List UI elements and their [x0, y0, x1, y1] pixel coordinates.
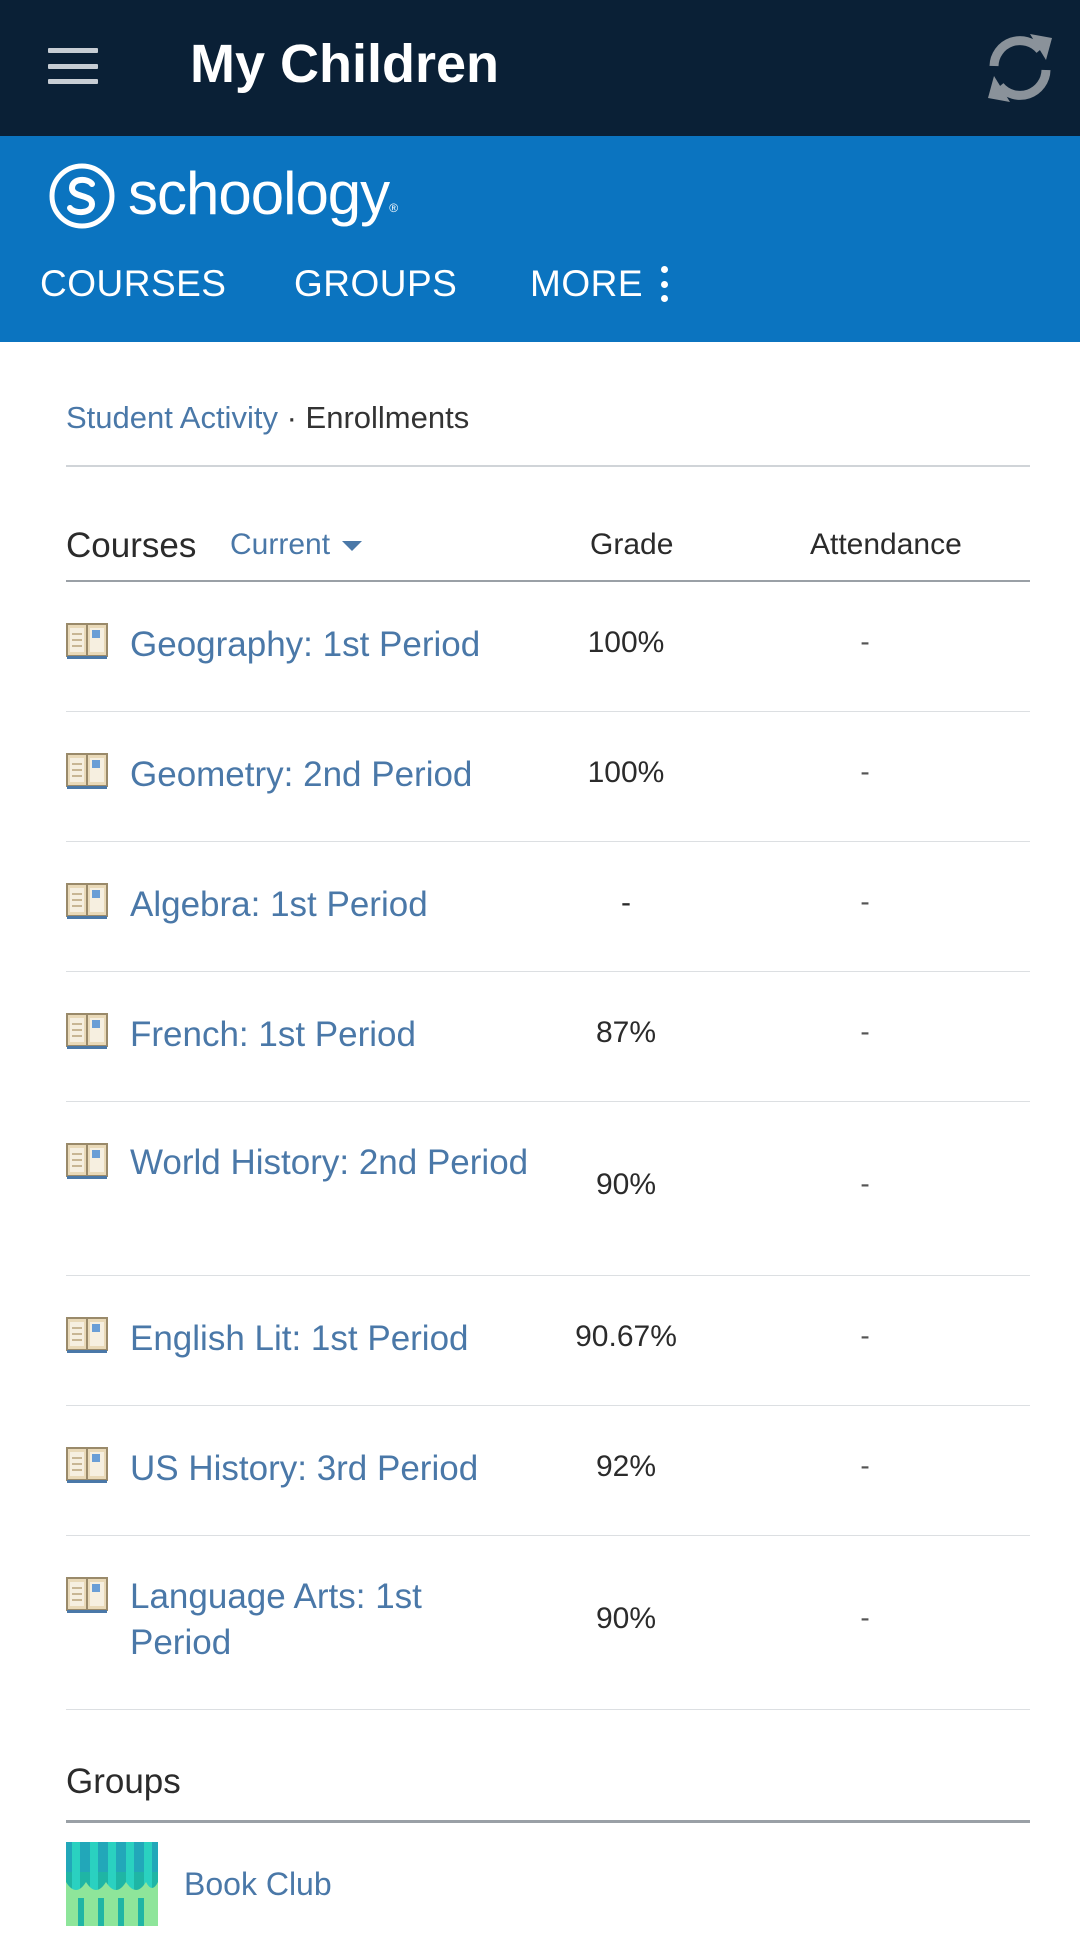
grade-header: Grade	[590, 528, 674, 561]
course-name[interactable]: Algebra: 1st Period	[130, 885, 428, 924]
groups-divider	[66, 1820, 1030, 1823]
course-name[interactable]: World History: 2nd Period	[130, 1143, 529, 1182]
course-book-icon	[66, 1140, 108, 1180]
course-name[interactable]: French: 1st Period	[130, 1015, 416, 1054]
course-grade: 90%	[595, 1602, 657, 1635]
schoology-logo: schoology®	[128, 160, 398, 227]
course-attendance: -	[860, 1450, 870, 1481]
table-row[interactable]	[66, 1536, 1030, 1710]
table-row[interactable]	[66, 1102, 1030, 1276]
course-name[interactable]: Geography: 1st Period	[130, 625, 481, 664]
course-name[interactable]: Geometry: 2nd Period	[130, 755, 473, 794]
course-book-icon	[66, 1444, 108, 1484]
page-title: My Children	[190, 34, 500, 94]
divider	[66, 465, 1030, 467]
course-name[interactable]: Language Arts: 1st Period	[130, 1577, 422, 1662]
course-name[interactable]: English Lit: 1st Period	[130, 1319, 469, 1358]
course-book-icon	[66, 1010, 108, 1050]
table-row[interactable]	[66, 972, 1030, 1102]
course-book-icon	[66, 1314, 108, 1354]
course-attendance: -	[860, 1168, 870, 1199]
course-attendance: -	[860, 886, 870, 917]
breadcrumb-separator: ·	[286, 400, 297, 435]
course-book-icon	[66, 880, 108, 920]
courses-filter-dropdown[interactable]	[230, 528, 362, 562]
course-attendance: -	[860, 1602, 870, 1633]
course-book-icon	[66, 620, 108, 660]
course-grade: 92%	[595, 1450, 657, 1483]
course-attendance: -	[860, 1016, 870, 1047]
course-grade: 100%	[587, 756, 665, 789]
caret-down-icon	[342, 541, 362, 551]
course-grade: 87%	[595, 1016, 657, 1049]
schoology-s-logo-icon	[48, 162, 116, 230]
attendance-header: Attendance	[810, 528, 962, 561]
sync-refresh-icon[interactable]	[980, 28, 1060, 108]
course-attendance: -	[860, 626, 870, 657]
group-name-book-club[interactable]: Book Club	[184, 1866, 332, 1902]
table-row[interactable]	[66, 842, 1030, 972]
groups-section-title: Groups	[66, 1762, 181, 1801]
course-grade: -	[621, 886, 631, 919]
course-book-icon	[66, 1574, 108, 1614]
app-bar	[0, 0, 1080, 136]
nav-courses[interactable]: COURSES	[40, 263, 227, 304]
course-book-icon	[66, 750, 108, 790]
courses-table-header	[66, 520, 1030, 580]
group-thumbnail-icon[interactable]	[66, 1842, 158, 1926]
more-vertical-dots-icon[interactable]	[658, 266, 670, 302]
schoology-header	[0, 136, 1080, 342]
course-name[interactable]: US History: 3rd Period	[130, 1449, 479, 1488]
breadcrumb	[66, 396, 469, 440]
courses-table-body	[66, 582, 1030, 1710]
course-attendance: -	[860, 756, 870, 787]
main-nav	[0, 254, 1080, 314]
nav-more[interactable]: MORE	[530, 263, 643, 304]
table-row[interactable]	[66, 1276, 1030, 1406]
breadcrumb-current: Enrollments	[305, 400, 470, 435]
course-attendance: -	[860, 1320, 870, 1351]
breadcrumb-link-student-activity[interactable]: Student Activity	[66, 400, 278, 435]
table-row[interactable]	[66, 712, 1030, 842]
course-grade: 90.67%	[575, 1320, 677, 1353]
hamburger-menu-icon[interactable]	[48, 48, 98, 84]
table-row[interactable]	[66, 1406, 1030, 1536]
table-row[interactable]	[66, 582, 1030, 712]
courses-header: Courses	[66, 526, 197, 565]
course-grade: 100%	[587, 626, 665, 659]
course-grade: 90%	[595, 1168, 657, 1201]
courses-filter-label: Current	[230, 528, 331, 561]
nav-groups[interactable]: GROUPS	[294, 263, 458, 304]
